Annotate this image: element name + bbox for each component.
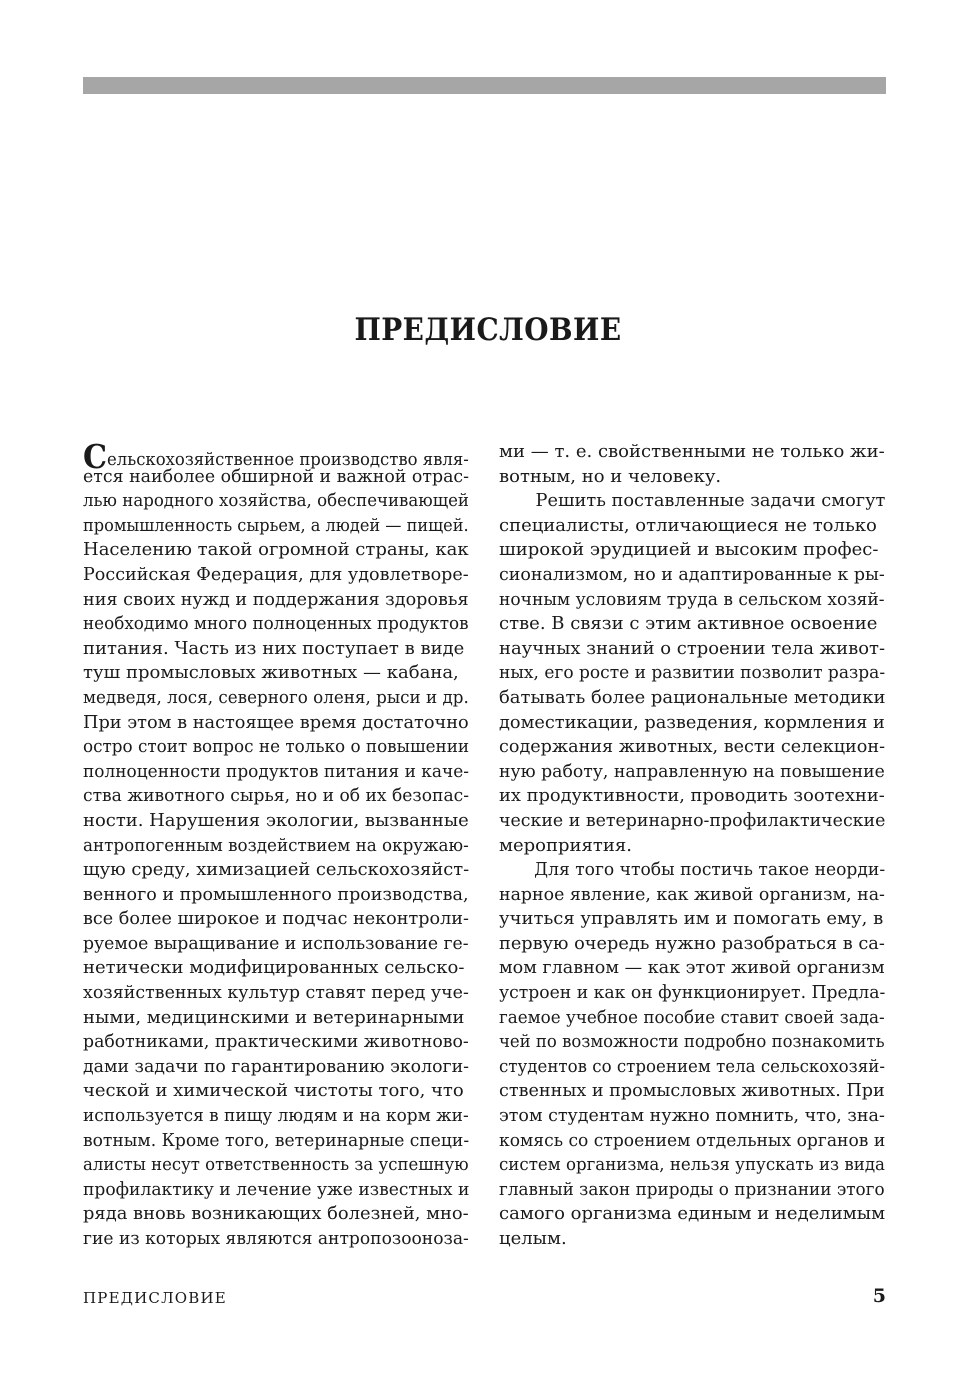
- text-line: вотным. Кроме того, ветеринарные специ-: [83, 1129, 470, 1151]
- text-line: остро стоит вопрос не только о повышении: [83, 736, 470, 758]
- text-line: мероприятия.: [499, 834, 632, 856]
- text-line: самого организма единым и неделимым: [499, 1203, 886, 1225]
- text-line: туш промысловых животных — кабана,: [83, 662, 459, 684]
- text-line: ности. Нарушения экологии, вызванные: [83, 809, 469, 831]
- text-line: содержания животных, вести селекцион-: [499, 736, 886, 758]
- text-line: работниками, практическими животново-: [83, 1031, 469, 1053]
- text-line: батывать более рациональные методики: [499, 686, 886, 708]
- text-line: все более широкое и подчас неконтроли-: [83, 908, 469, 930]
- text-line: нетически модифицированных сельско-: [83, 957, 465, 979]
- chapter-title: ПРЕДИСЛОВИЕ: [354, 312, 622, 348]
- text-line: первую очередь нужно разобраться в са-: [499, 932, 885, 954]
- text-line: промышленность сырьем, а людей — пищей.: [83, 514, 469, 536]
- text-line: целым.: [499, 1228, 567, 1249]
- text-line: венного и промышленного производства,: [83, 883, 469, 905]
- text-line: устроен и как он функционирует. Предла-: [499, 982, 886, 1004]
- text-line: дами задачи по гарантированию экологи-: [83, 1055, 470, 1077]
- text-line: ется наиболее обширной и важной отрас-: [83, 465, 470, 487]
- text-line: вотным, но и человеку.: [499, 465, 722, 487]
- text-line: ческие и ветеринарно-профилактические: [499, 809, 886, 831]
- text-line: При этом в настоящее время достаточно: [83, 711, 469, 733]
- text-column-left: [83, 437, 470, 1252]
- text-line: научных знаний о строении тела живот-: [499, 637, 886, 659]
- drop-cap: С: [83, 437, 108, 476]
- page-number: 5: [872, 1285, 886, 1307]
- text-line: профилактику и лечение уже известных и: [83, 1178, 470, 1200]
- text-line: ния своих нужд и поддержания здоровья: [83, 588, 469, 610]
- text-line: ными, медицинскими и ветеринарными: [83, 1006, 465, 1028]
- text-line: студентов со строением тела сельскохозяй-: [499, 1055, 885, 1077]
- running-head: ПРЕДИСЛОВИЕ: [83, 1289, 227, 1307]
- text-line: чей по возможности подробно познакомить: [499, 1031, 885, 1053]
- text-line: щую среду, химизацией сельскохозяйст-: [83, 859, 470, 881]
- text-line: сионализмом, но и адаптированные к ры-: [499, 563, 885, 585]
- text-line: Населению такой огромной страны, как: [83, 539, 469, 561]
- text-line: питания. Часть из них поступает в виде: [83, 637, 465, 659]
- text-line: руемое выращивание и использование ге-: [83, 932, 469, 954]
- text-line: ных, его росте и развитии позволит разра-: [499, 662, 886, 684]
- text-line: Российская Федерация, для удовлетворе-: [83, 563, 469, 585]
- text-line: ства животного сырья, но и об их безопас-: [83, 785, 470, 807]
- text-line: главный закон природы о признании этого: [499, 1178, 885, 1200]
- text-line: учиться управлять им и помогать ему, в: [499, 908, 884, 930]
- text-line: необходимо много полноценных продуктов: [83, 613, 469, 635]
- text-line: ственных и промысловых животных. При: [499, 1080, 885, 1102]
- text-column-right: [499, 440, 885, 1252]
- text-line: ночным условиям труда в сельском хозяй-: [499, 588, 885, 610]
- text-line: комясь со строением отдельных органов и: [499, 1129, 886, 1151]
- text-line: Сельскохозяйственное производство явля-: [83, 437, 469, 476]
- text-line: ряда вновь возникающих болезней, мно-: [83, 1203, 469, 1225]
- text-line: лью народного хозяйства, обеспечивающей: [83, 490, 469, 512]
- text-line: хозяйственных культур ставят перед уче-: [83, 982, 469, 1004]
- text-line: используется в пищу людям и на корм жи-: [83, 1105, 469, 1127]
- text-line: гаемое учебное пособие ставит своей зада-: [499, 1006, 885, 1028]
- text-line: гие из которых являются антропозооноза-: [83, 1228, 469, 1249]
- text-line: медведя, лося, северного оленя, рыси и др.: [83, 686, 469, 708]
- text-line: нарное явление, как живой организм, на-: [499, 883, 885, 905]
- text-line: систем организма, нельзя упускать из вида: [499, 1154, 885, 1176]
- header-rule: [83, 77, 886, 94]
- text-line: доместикации, разведения, кормления и: [499, 711, 885, 733]
- text-line: Решить поставленные задачи смогут: [535, 490, 886, 512]
- text-line: полноценности продуктов питания и каче-: [83, 760, 469, 782]
- text-line: ную работу, направленную на повышение: [499, 760, 885, 782]
- text-line: ми — т. е. свойственными не только жи-: [499, 441, 885, 462]
- text-line: стве. В связи с этим активное освоение: [499, 613, 878, 635]
- text-line: широкой эрудицией и высоким профес-: [499, 539, 879, 561]
- text-line: ческой и химической чистоты того, что: [83, 1080, 464, 1102]
- text-line: алисты несут ответственность за успешную: [83, 1154, 469, 1176]
- text-line: антропогенным воздействием на окружаю-: [83, 834, 469, 856]
- text-line: этом студентам нужно помнить, что, зна-: [499, 1105, 885, 1127]
- text-line: Для того чтобы постичь такое неорди-: [534, 859, 886, 881]
- text-line: специалисты, отличающиеся не только: [499, 514, 877, 536]
- text-line: мом главном — как этот живой организм: [499, 957, 885, 979]
- text-line: их продуктивности, проводить зоотехни-: [499, 785, 885, 807]
